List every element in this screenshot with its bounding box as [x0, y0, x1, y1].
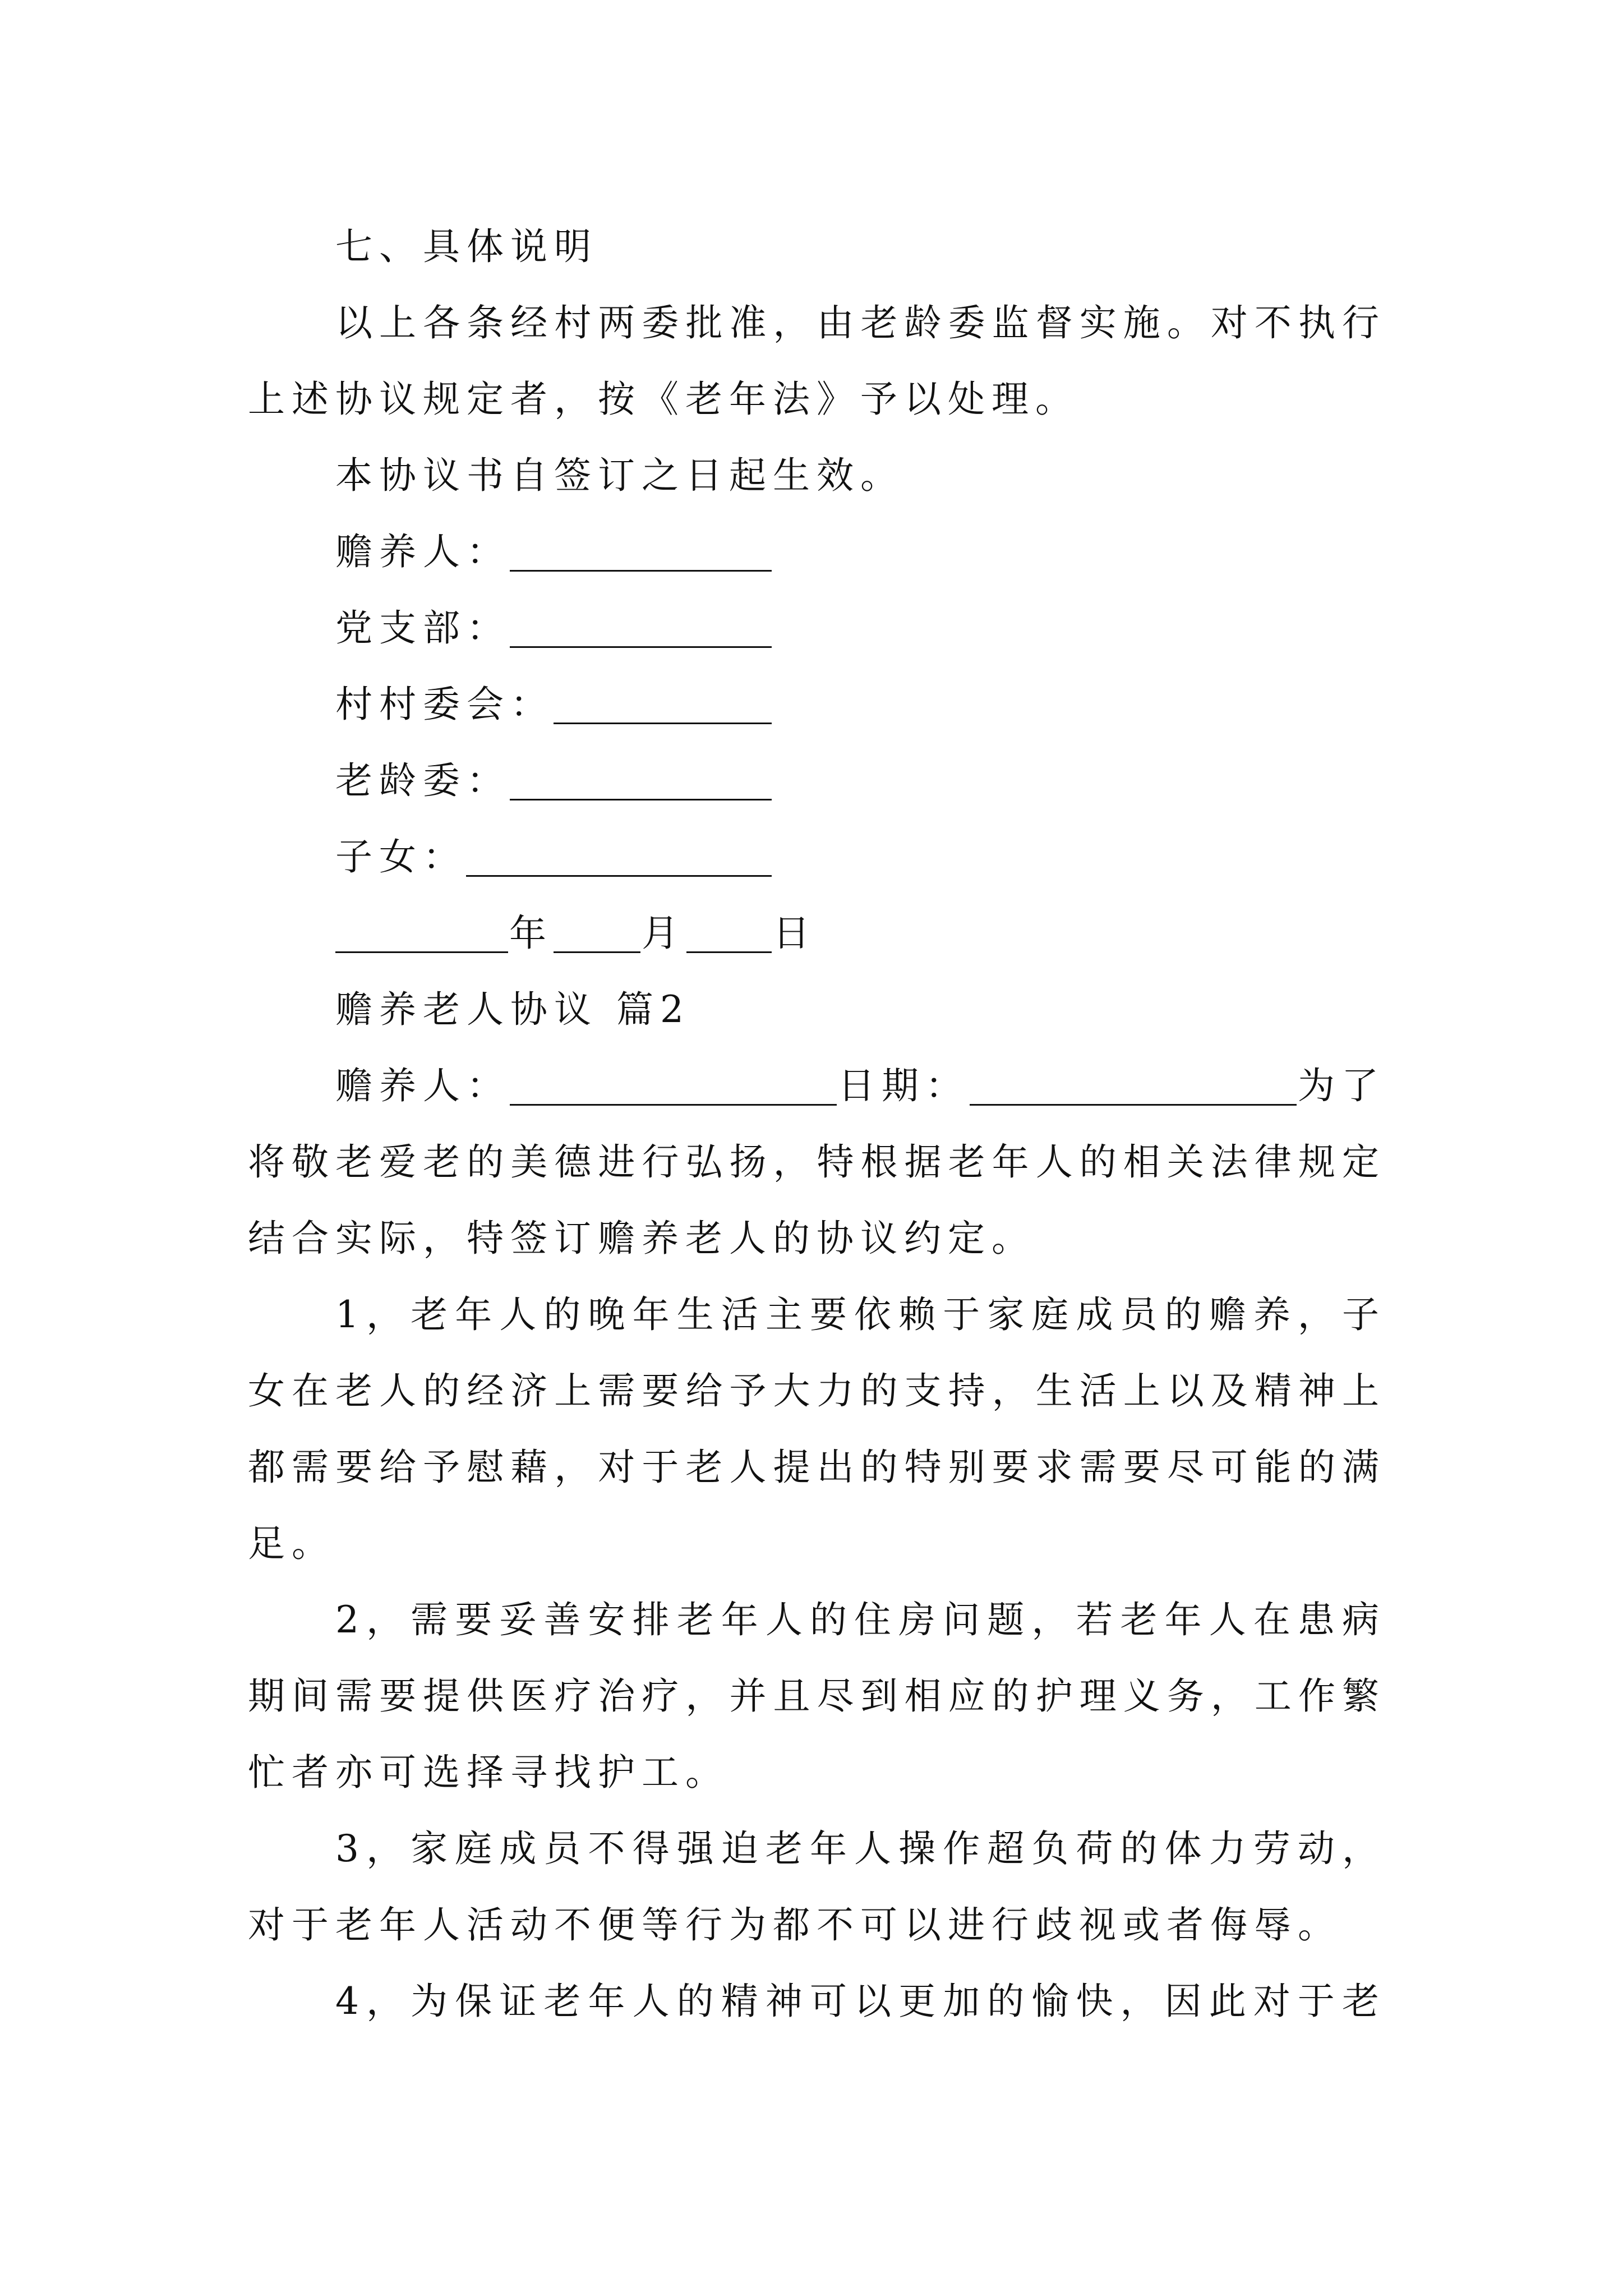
signature-blank[interactable] — [510, 743, 772, 800]
month-blank[interactable] — [554, 895, 640, 953]
signature-label: 子女： — [335, 835, 467, 878]
signature-party-branch — [335, 590, 1386, 666]
paragraph-line: 本协议书自签订之日起生效。 — [335, 454, 904, 497]
supporter-blank[interactable] — [510, 1048, 837, 1106]
signature-children — [335, 819, 1386, 895]
day-blank[interactable] — [686, 895, 772, 953]
date-blank[interactable] — [970, 1048, 1297, 1106]
signature-label: 赡养人： — [335, 530, 510, 573]
item2-line: 2，需要妥善安排老年人的住房问题，若老年人在患病 — [335, 1598, 1386, 1641]
year-label: 年 — [509, 912, 553, 955]
part2-title: 赡养老人协议 篇2 — [335, 988, 690, 1031]
date-line — [335, 895, 1386, 972]
signature-village-committee — [335, 666, 1386, 743]
paragraph-line: 上述协议规定者，按《老年法》予以处理。 — [248, 378, 1079, 421]
item1-line: 都需要给予慰藉，对于老人提出的特别要求需要尽可能的满 — [248, 1446, 1386, 1489]
signature-blank[interactable] — [510, 590, 772, 648]
item4-line: 4，为保证老年人的精神可以更加的愉快，因此对于老 — [335, 1980, 1386, 2023]
item1-line: 女在老人的经济上需要给予大力的支持，生活上以及精神上 — [248, 1369, 1386, 1412]
item3-line: 3，家庭成员不得强迫老年人操作超负荷的体力劳动， — [335, 1827, 1386, 1870]
item2-line: 忙者亦可选择寻找护工。 — [248, 1751, 729, 1794]
section-heading: 七、具体说明 — [335, 225, 598, 268]
signature-blank[interactable] — [554, 666, 772, 724]
date-label: 日期： — [838, 1064, 969, 1107]
intro-tail: 为了 — [1298, 1064, 1385, 1107]
paragraph-line: 将敬老爱老的美德进行弘扬，特根据老年人的相关法律规定 — [248, 1140, 1386, 1184]
paragraph-line: 以上各条经村两委批准，由老龄委监督实施。对不执行 — [335, 301, 1386, 344]
signature-label: 老龄委： — [335, 759, 510, 802]
supporter-label: 赡养人： — [335, 1064, 510, 1107]
year-blank[interactable] — [335, 895, 508, 953]
signature-label: 村村委会： — [335, 683, 554, 726]
signature-supporter — [335, 514, 1386, 590]
signature-label: 党支部： — [335, 606, 510, 650]
item1-line: 足。 — [248, 1522, 335, 1565]
paragraph-line: 结合实际，特签订赡养老人的协议约定。 — [248, 1217, 1035, 1260]
part2-header-line — [335, 1048, 1386, 1124]
day-label: 日 — [773, 912, 817, 955]
item1-line: 1，老年人的晚年生活主要依赖于家庭成员的赡养，子 — [335, 1293, 1386, 1336]
month-label: 月 — [642, 912, 685, 955]
signature-blank[interactable] — [466, 819, 772, 877]
item3-line: 对于老年人活动不便等行为都不可以进行歧视或者侮辱。 — [248, 1903, 1341, 1947]
item2-line: 期间需要提供医疗治疗，并且尽到相应的护理义务，工作繁 — [248, 1674, 1386, 1718]
signature-elderly-committee — [335, 743, 1386, 819]
signature-blank[interactable] — [510, 514, 772, 572]
